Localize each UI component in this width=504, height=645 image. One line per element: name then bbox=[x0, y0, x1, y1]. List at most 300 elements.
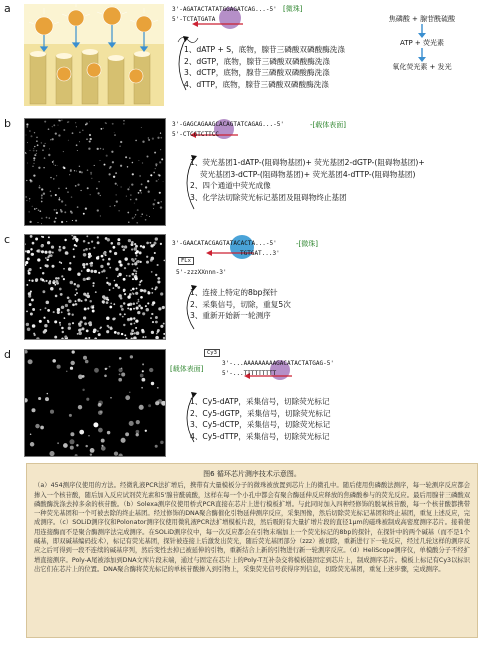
spot bbox=[77, 284, 80, 287]
spot bbox=[118, 260, 121, 263]
spot bbox=[52, 252, 54, 254]
spot bbox=[30, 313, 33, 316]
spot bbox=[75, 238, 78, 241]
spot bbox=[135, 277, 138, 280]
spot bbox=[130, 195, 131, 196]
spot bbox=[79, 171, 81, 173]
spot bbox=[118, 454, 122, 456]
spot bbox=[83, 356, 87, 360]
spot bbox=[129, 157, 131, 159]
spot bbox=[67, 309, 70, 312]
spot bbox=[141, 127, 142, 128]
spot bbox=[68, 140, 69, 141]
spot bbox=[163, 260, 165, 262]
spot bbox=[136, 430, 140, 434]
spot bbox=[135, 258, 137, 260]
spot bbox=[82, 130, 84, 132]
spot bbox=[151, 313, 153, 315]
spot bbox=[112, 123, 114, 125]
spot bbox=[129, 392, 130, 393]
panel-label-c: c bbox=[4, 233, 11, 246]
spot bbox=[39, 187, 41, 189]
spot bbox=[155, 321, 158, 324]
spot bbox=[129, 421, 134, 426]
spot bbox=[65, 251, 69, 255]
step-b-1-cont: 荧光基团3-dCTP-(阻碍物基团)+ 荧光基团4-dTTP-(阻碍物基团) bbox=[200, 169, 416, 179]
spot bbox=[36, 153, 37, 154]
spot bbox=[64, 335, 67, 338]
spot bbox=[45, 143, 46, 144]
spot bbox=[133, 308, 135, 310]
spot bbox=[48, 250, 51, 253]
spot bbox=[26, 126, 28, 128]
spot bbox=[48, 154, 50, 156]
spot bbox=[63, 167, 65, 169]
spot bbox=[153, 203, 155, 205]
spot bbox=[27, 142, 28, 143]
spot bbox=[141, 183, 143, 185]
spot bbox=[99, 327, 101, 329]
spot bbox=[55, 132, 57, 134]
spot bbox=[154, 242, 157, 245]
spot bbox=[44, 157, 46, 159]
spot bbox=[78, 405, 82, 409]
spot bbox=[98, 333, 101, 336]
spot bbox=[88, 322, 90, 324]
spot bbox=[142, 141, 144, 143]
spot bbox=[156, 333, 158, 335]
spot bbox=[41, 142, 43, 144]
spot bbox=[68, 323, 71, 326]
spot bbox=[39, 210, 41, 212]
spot bbox=[41, 201, 43, 203]
spot bbox=[46, 259, 48, 261]
spot bbox=[85, 124, 86, 125]
spot bbox=[138, 192, 140, 194]
spot bbox=[139, 405, 144, 410]
spot bbox=[156, 165, 157, 166]
spot bbox=[101, 446, 106, 451]
spot bbox=[142, 246, 145, 249]
spot bbox=[100, 215, 101, 216]
spot bbox=[157, 137, 159, 139]
spot bbox=[155, 286, 158, 289]
spot bbox=[75, 122, 76, 123]
spot bbox=[97, 256, 99, 258]
spot bbox=[136, 287, 138, 289]
spot bbox=[127, 307, 129, 309]
spot bbox=[88, 242, 90, 244]
spot bbox=[108, 283, 111, 286]
spot bbox=[31, 408, 35, 412]
spot bbox=[49, 148, 50, 149]
spot bbox=[142, 378, 146, 382]
spot bbox=[109, 289, 111, 291]
spot bbox=[25, 153, 27, 155]
spot bbox=[40, 426, 44, 430]
spot bbox=[149, 216, 150, 217]
template-strand-a: 3'-AGATACTATATGGAGATCAG...-5' bbox=[172, 6, 277, 13]
spot bbox=[70, 432, 74, 436]
spot bbox=[142, 312, 145, 315]
spot bbox=[135, 140, 137, 142]
spot bbox=[97, 241, 100, 244]
spot bbox=[48, 128, 50, 130]
spot bbox=[85, 207, 87, 209]
spot bbox=[33, 333, 35, 335]
spot bbox=[90, 448, 95, 453]
spot bbox=[134, 262, 137, 265]
step-a-2: 2、dGTP，底物，腺苷三磷酸双磷酸酶洗涤 bbox=[184, 56, 330, 66]
spot bbox=[52, 359, 56, 363]
spot bbox=[50, 287, 54, 291]
spot bbox=[86, 398, 89, 401]
spot bbox=[83, 316, 86, 319]
spot bbox=[92, 285, 94, 287]
spot bbox=[88, 253, 91, 256]
panel-b bbox=[0, 115, 504, 228]
spot bbox=[130, 289, 132, 291]
spot bbox=[145, 305, 147, 307]
spot bbox=[34, 154, 36, 156]
spot bbox=[112, 161, 114, 163]
spot bbox=[90, 138, 92, 140]
spot bbox=[114, 451, 118, 455]
step-c-2: 2、采集信号，切除，重复5次 bbox=[190, 299, 291, 309]
spot bbox=[54, 284, 56, 286]
spot bbox=[81, 300, 83, 302]
spot bbox=[163, 337, 165, 339]
spot bbox=[121, 372, 125, 376]
spot bbox=[98, 192, 100, 194]
spot bbox=[53, 178, 54, 179]
spot bbox=[70, 367, 73, 370]
spot bbox=[128, 222, 129, 223]
spot bbox=[54, 320, 57, 323]
spot bbox=[139, 190, 141, 192]
spot bbox=[139, 284, 141, 286]
spot bbox=[102, 300, 105, 303]
spot bbox=[103, 128, 104, 129]
spot bbox=[33, 163, 34, 164]
step-b-1: 1、荧光基团1-dATP-(阻碍物基团)+ 荧光基团2-dGTP-(阻碍物基团)+ bbox=[190, 158, 425, 167]
panel-label-a: a bbox=[4, 2, 11, 15]
spot bbox=[97, 148, 99, 150]
spot bbox=[41, 188, 43, 190]
spot bbox=[120, 264, 123, 267]
spot bbox=[129, 293, 132, 296]
spot bbox=[118, 273, 121, 276]
spot bbox=[26, 180, 27, 181]
probe-sequence: 5'-zzzXXnnn-3' bbox=[176, 269, 227, 276]
panel-label-b: b bbox=[4, 117, 11, 130]
spot bbox=[83, 278, 86, 281]
flow-arrow-down-icon bbox=[358, 48, 486, 62]
spot bbox=[66, 371, 67, 372]
spot bbox=[98, 181, 99, 182]
panel-label-d: d bbox=[4, 348, 11, 361]
spot bbox=[42, 290, 45, 293]
spot bbox=[72, 303, 75, 306]
spot bbox=[106, 317, 110, 321]
spot bbox=[61, 200, 63, 202]
spot bbox=[135, 273, 137, 275]
spot bbox=[142, 363, 144, 365]
spot bbox=[113, 176, 115, 178]
spot bbox=[135, 252, 138, 255]
spot bbox=[83, 253, 87, 257]
spot bbox=[151, 271, 153, 273]
spot bbox=[101, 271, 103, 273]
spot bbox=[131, 329, 134, 332]
spot bbox=[41, 197, 43, 199]
spot bbox=[50, 410, 54, 414]
spot bbox=[102, 259, 104, 261]
spot bbox=[146, 261, 149, 264]
spot bbox=[147, 302, 149, 304]
spot bbox=[34, 208, 36, 210]
spot bbox=[32, 324, 36, 328]
spot bbox=[101, 445, 103, 447]
spot bbox=[115, 183, 117, 185]
spot bbox=[36, 150, 37, 151]
spot bbox=[30, 442, 34, 447]
spot bbox=[114, 132, 115, 133]
spot bbox=[119, 357, 122, 360]
spot bbox=[100, 148, 102, 150]
spot bbox=[150, 174, 152, 176]
spot bbox=[85, 360, 89, 364]
spot bbox=[83, 266, 85, 268]
spot bbox=[162, 306, 165, 309]
spot bbox=[75, 303, 78, 306]
spot bbox=[137, 260, 140, 263]
spot bbox=[77, 206, 79, 208]
spot bbox=[31, 299, 34, 302]
spot bbox=[124, 267, 126, 269]
spot bbox=[123, 290, 125, 292]
spot bbox=[57, 365, 61, 369]
spot bbox=[36, 250, 39, 253]
spot bbox=[77, 333, 79, 335]
spot bbox=[127, 212, 129, 214]
spot bbox=[140, 261, 142, 263]
spot bbox=[101, 255, 104, 258]
spot bbox=[88, 255, 91, 258]
spot bbox=[120, 297, 123, 300]
spot bbox=[49, 217, 50, 218]
spot bbox=[32, 206, 33, 207]
spot bbox=[28, 268, 31, 271]
spot bbox=[84, 308, 87, 311]
spot bbox=[134, 217, 135, 218]
spot bbox=[30, 150, 31, 151]
spot bbox=[73, 256, 75, 258]
spot bbox=[157, 280, 160, 283]
spot bbox=[26, 284, 28, 286]
spot bbox=[66, 221, 67, 222]
panel-a bbox=[0, 0, 504, 112]
spot bbox=[78, 332, 82, 336]
spot bbox=[36, 337, 39, 339]
surface-label-b: -[载体表面] bbox=[310, 121, 346, 129]
steps-d bbox=[190, 396, 331, 442]
spot bbox=[135, 319, 138, 322]
spot bbox=[34, 146, 35, 147]
spot bbox=[123, 302, 125, 304]
probe-fluor-tag: FLx bbox=[178, 257, 194, 265]
spot bbox=[39, 185, 40, 186]
spot bbox=[148, 191, 150, 193]
spot bbox=[55, 194, 57, 196]
spot bbox=[78, 329, 81, 332]
spot bbox=[54, 221, 56, 223]
spot bbox=[137, 311, 140, 314]
spot bbox=[44, 324, 47, 327]
spot bbox=[31, 280, 33, 282]
spot bbox=[114, 205, 115, 206]
spot bbox=[65, 304, 68, 307]
spot bbox=[61, 337, 64, 339]
spot bbox=[157, 400, 158, 401]
spot bbox=[100, 160, 101, 161]
spot bbox=[89, 248, 91, 250]
spot bbox=[43, 145, 45, 147]
spot bbox=[127, 318, 129, 320]
spot bbox=[36, 137, 37, 138]
spot bbox=[30, 434, 32, 436]
spot bbox=[160, 325, 163, 328]
template-strand-b: 3'-GAGCAGAAGCACAGTATCAGAG...-5' bbox=[172, 121, 284, 128]
spot bbox=[35, 424, 39, 428]
spot bbox=[33, 157, 35, 159]
spot bbox=[55, 217, 57, 219]
spot bbox=[76, 444, 78, 446]
spot bbox=[29, 179, 31, 181]
spot bbox=[63, 278, 65, 280]
spot bbox=[42, 272, 44, 274]
spot bbox=[142, 336, 144, 338]
steps-a bbox=[184, 44, 345, 90]
spot bbox=[55, 277, 58, 280]
spot bbox=[51, 245, 54, 248]
spot bbox=[136, 307, 139, 310]
spot bbox=[156, 180, 158, 182]
spot bbox=[125, 432, 129, 436]
spot bbox=[131, 241, 134, 244]
spot bbox=[146, 242, 149, 245]
step-d-2: 2、Cy5-dGTP，采集信号，切除荧光标记 bbox=[190, 408, 331, 418]
spot bbox=[67, 296, 70, 299]
spot bbox=[152, 301, 155, 304]
spot bbox=[115, 267, 118, 270]
figure-caption bbox=[26, 463, 478, 638]
spot bbox=[29, 201, 30, 202]
spot bbox=[52, 138, 54, 140]
panel-c bbox=[0, 231, 504, 341]
spot bbox=[138, 304, 141, 307]
spot bbox=[91, 241, 93, 243]
spot bbox=[57, 310, 59, 312]
spot bbox=[157, 387, 159, 389]
spot bbox=[32, 166, 33, 167]
spot bbox=[86, 278, 88, 280]
spot bbox=[114, 134, 116, 136]
spot bbox=[46, 301, 50, 305]
spot bbox=[53, 280, 55, 282]
spot bbox=[121, 368, 123, 370]
sequence-schematic-c bbox=[172, 231, 302, 273]
spot bbox=[109, 267, 111, 269]
spot bbox=[27, 250, 30, 253]
spot bbox=[107, 299, 109, 301]
spot bbox=[137, 267, 139, 269]
spot bbox=[65, 204, 67, 206]
spot bbox=[155, 168, 156, 169]
spot bbox=[90, 194, 91, 195]
cy3-tag: Cy3 bbox=[204, 349, 220, 357]
spot bbox=[135, 198, 137, 200]
spot bbox=[109, 306, 112, 309]
spot bbox=[43, 330, 46, 333]
spot bbox=[31, 135, 33, 137]
spot bbox=[38, 397, 41, 400]
spot bbox=[26, 323, 29, 326]
spot bbox=[50, 195, 52, 197]
spot bbox=[72, 322, 74, 324]
spot bbox=[79, 430, 84, 435]
spot bbox=[160, 292, 163, 295]
spot bbox=[29, 303, 32, 306]
spot bbox=[47, 320, 49, 322]
spot bbox=[37, 258, 40, 261]
spot bbox=[75, 288, 77, 290]
spot bbox=[86, 235, 88, 237]
spot bbox=[159, 161, 161, 163]
spot bbox=[92, 306, 94, 308]
surface-label-d: [载体表面] bbox=[170, 365, 204, 373]
spot bbox=[136, 222, 138, 224]
spot bbox=[41, 223, 42, 224]
spot bbox=[95, 291, 97, 293]
steps-c bbox=[190, 287, 291, 322]
spot bbox=[77, 150, 78, 151]
spot bbox=[160, 137, 162, 139]
spot bbox=[129, 187, 130, 188]
spot bbox=[138, 299, 140, 301]
spot bbox=[68, 267, 72, 271]
spot bbox=[77, 184, 79, 186]
spot bbox=[69, 414, 72, 417]
spot bbox=[61, 275, 63, 277]
spot bbox=[47, 241, 50, 244]
spot bbox=[45, 264, 48, 267]
spot bbox=[125, 395, 130, 400]
spot bbox=[36, 208, 37, 209]
cycle-arrow-icon bbox=[170, 34, 190, 94]
spot bbox=[52, 126, 53, 127]
spot bbox=[139, 175, 140, 176]
spot bbox=[158, 179, 159, 180]
spot bbox=[97, 236, 99, 238]
spot bbox=[127, 303, 130, 306]
spot bbox=[57, 277, 59, 279]
spot bbox=[32, 308, 35, 311]
spot bbox=[148, 139, 150, 141]
spot bbox=[27, 163, 28, 164]
spot bbox=[131, 338, 133, 339]
spot bbox=[61, 311, 63, 313]
